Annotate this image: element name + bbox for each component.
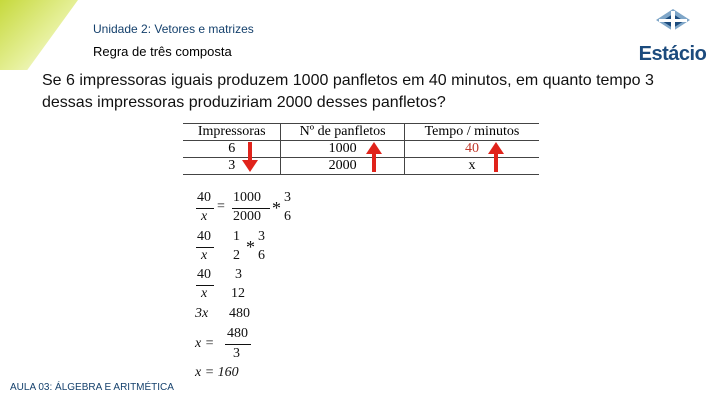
multiply-sign: * bbox=[272, 198, 281, 218]
numerator: 3 bbox=[284, 190, 291, 205]
footer-lesson-label: AULA 03: ÁLGEBRA E ARITMÉTICA bbox=[10, 382, 174, 393]
table-cell: x bbox=[404, 158, 539, 175]
header bbox=[93, 22, 254, 59]
arrow-up-icon bbox=[364, 140, 384, 174]
table-cell: 40 bbox=[404, 141, 539, 158]
numerator: 3 bbox=[258, 229, 265, 244]
denominator: 2 bbox=[233, 248, 240, 263]
column-header: Nº de panfletos bbox=[281, 124, 404, 141]
arrow-down-icon bbox=[240, 140, 260, 174]
table-header-row bbox=[183, 124, 539, 141]
denominator: 2000 bbox=[233, 209, 261, 224]
numerator: 40 bbox=[197, 267, 211, 282]
green-corner-decoration bbox=[0, 0, 78, 70]
fraction-bar bbox=[225, 344, 251, 345]
numerator: 1 bbox=[233, 229, 240, 244]
variable-equals: x = bbox=[195, 336, 215, 351]
solution-steps bbox=[183, 182, 539, 390]
arrow-up-icon bbox=[486, 140, 506, 174]
table-cell: 3 bbox=[183, 158, 281, 175]
column-header: Tempo / minutos bbox=[404, 124, 539, 141]
column-header: Impressoras bbox=[183, 124, 281, 141]
lesson-title: Regra de três composta bbox=[93, 44, 232, 59]
denominator: x bbox=[201, 286, 208, 301]
table-cell: 6 bbox=[183, 141, 281, 158]
denominator: 6 bbox=[258, 248, 265, 263]
numerator: 480 bbox=[227, 326, 248, 341]
estacio-logo bbox=[635, 8, 710, 68]
denominator: x bbox=[201, 209, 208, 224]
final-result: x = 160 bbox=[195, 365, 239, 380]
expression-right: 480 bbox=[229, 306, 250, 321]
table-cell: 1000 bbox=[281, 141, 404, 158]
denominator: 3 bbox=[233, 346, 240, 361]
equals-sign: = bbox=[217, 199, 225, 214]
problem-statement: Se 6 impressoras iguais produzem 1000 panfletos em 40 minutos, em quanto tempo 3 dessas impressoras produziriam 2000 desses panfletos? bbox=[42, 72, 654, 111]
numerator: 40 bbox=[197, 190, 211, 205]
logo-emblem-icon bbox=[653, 8, 693, 38]
multiply-sign: * bbox=[246, 237, 255, 257]
logo-wordmark: Estácio bbox=[638, 43, 707, 65]
denominator: 12 bbox=[231, 286, 245, 301]
numerator: 3 bbox=[235, 267, 242, 282]
denominator: 6 bbox=[284, 209, 291, 224]
unit-title: Unidade 2: Vetores e matrizes bbox=[93, 22, 254, 36]
table-cell: 2000 bbox=[281, 158, 404, 175]
numerator: 1000 bbox=[233, 190, 261, 205]
numerator: 40 bbox=[197, 229, 211, 244]
expression-left: 3x bbox=[195, 306, 209, 321]
denominator: x bbox=[201, 248, 208, 263]
